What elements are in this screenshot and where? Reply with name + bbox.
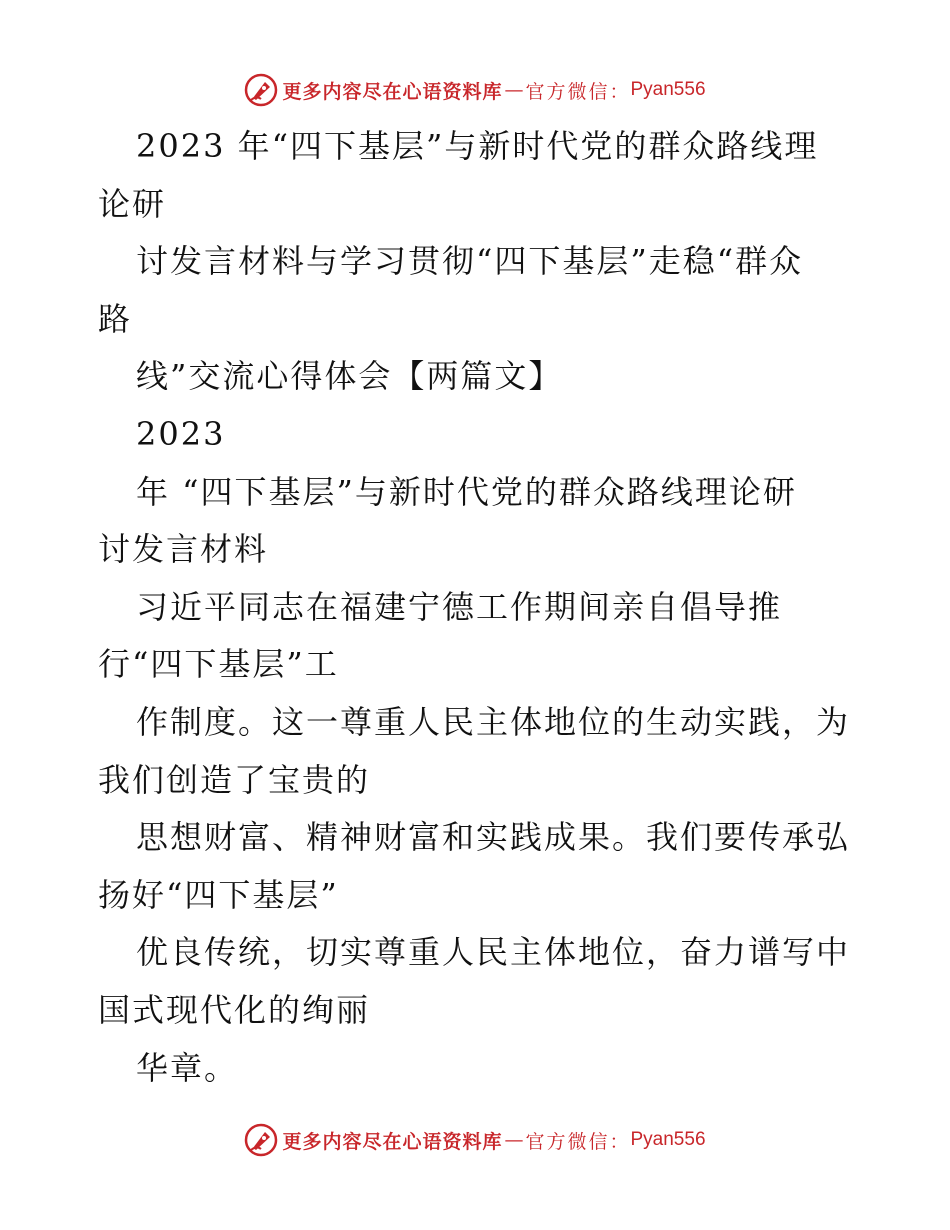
pen-nib-logo-icon [244, 73, 278, 107]
body-line: 2023 年“四下基层”与新时代党的群众路线理 [136, 127, 819, 165]
body-line: 路 [98, 299, 133, 338]
body-line: 讨发言材料与学习贯彻“四下基层”走稳“群众 [136, 242, 804, 281]
banner-dash: — [504, 1129, 524, 1151]
banner-wechat-id: Pyan556 [630, 1129, 706, 1150]
body-line: 我们创造了宝贵的 [98, 760, 371, 799]
body-line: 年 “四下基层”与新时代党的群众路线理论研 [136, 472, 797, 511]
body-line: 作制度。这一尊重人民主体地位的生动实践，为 [136, 702, 851, 741]
body-line: 优良传统，切实尊重人民主体地位，奋力谱写中 [136, 933, 851, 972]
banner-brand-text: 更多内容尽在心语资料库 [282, 80, 503, 103]
body-line: 国式现代化的绚丽 [98, 990, 371, 1029]
body-line: 2023 [136, 414, 226, 453]
body-line: 线”交流心得体会【两篇文】 [136, 357, 563, 396]
body-line: 行“四下基层”工 [98, 645, 339, 684]
body-line: 扬好“四下基层” [98, 875, 339, 914]
banner-official-label: 官方微信： [525, 80, 631, 103]
body-line: 华章。 [136, 1048, 239, 1087]
body-line: 论研 [98, 184, 167, 223]
pen-nib-logo-icon [244, 1123, 278, 1157]
body-line: 思想财富、精神财富和实践成果。我们要传承弘 [136, 818, 851, 857]
banner-dash: — [504, 79, 524, 101]
document-body [98, 118, 858, 1097]
banner-brand-text: 更多内容尽在心语资料库 [282, 1130, 503, 1153]
body-line: 讨发言材料 [98, 530, 269, 569]
banner-official-label: 官方微信： [525, 1130, 631, 1153]
banner-wechat-id: Pyan556 [630, 79, 706, 100]
footer-watermark-banner [0, 1120, 950, 1160]
body-line: 习近平同志在福建宁德工作期间亲自倡导推 [136, 587, 783, 626]
header-watermark-banner [0, 70, 950, 110]
